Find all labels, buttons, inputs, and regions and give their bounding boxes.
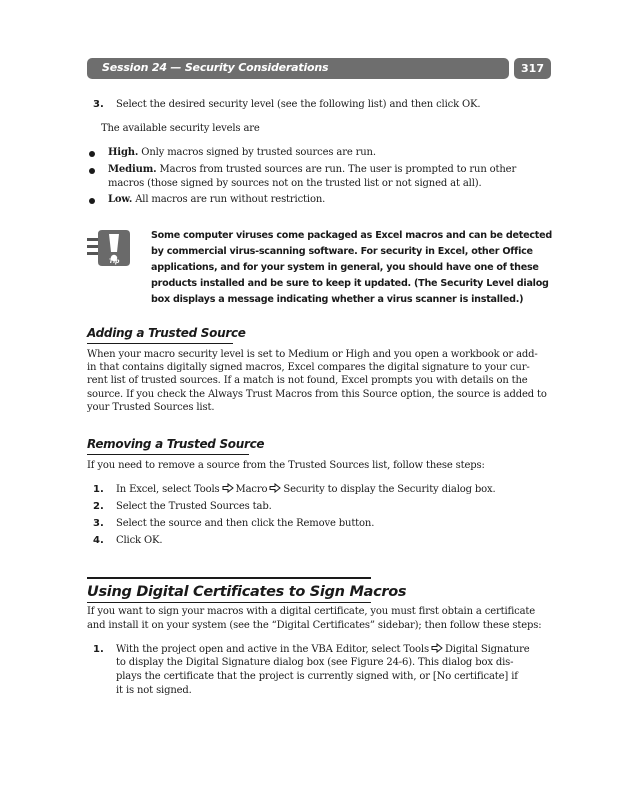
paragraph-line: rent list of trusted sources. If a match is not found, Excel prompts you with details on the	[87, 375, 528, 386]
header-title: Session 24 — Security Considerations	[102, 61, 329, 74]
step-text: In Excel, select Tools Macro Security to display the Security dialog box.	[116, 484, 496, 495]
running-header	[87, 58, 509, 79]
step-text-continuation: to display the Digital Signature dialog box (see Figure 24-6). This dialog box dis-	[116, 657, 514, 668]
level-desc: Only macros signed by trusted sources are run.	[138, 147, 376, 158]
list-item	[108, 146, 376, 160]
heading-rule	[87, 602, 371, 603]
paragraph-line: in that contains digitally signed macros, Excel compares the digital signature to your cur-	[87, 362, 530, 373]
step-number: 3.	[93, 518, 104, 529]
step-text: Select the source and then click the Remove button.	[116, 518, 375, 529]
level-term: High.	[108, 147, 139, 158]
list-item	[108, 163, 516, 177]
step-number: 1.	[93, 484, 104, 495]
tip-line: by commercial virus-scanning software. For security in Excel, other Office	[151, 246, 533, 257]
paragraph-line: If you want to sign your macros with a digital certificate, you must first obtain a certificate	[87, 606, 536, 617]
menu-arrow-icon	[269, 483, 281, 493]
bullet	[89, 151, 95, 157]
step-number: 3.	[93, 99, 104, 110]
step-text: With the project open and active in the VBA Editor, select Tools Digital Signature	[116, 644, 530, 655]
step-number: 2.	[93, 501, 104, 512]
paragraph-line: source. If you check the Always Trust Macros from this Source option, the source is added to	[87, 389, 547, 400]
tip-icon	[86, 228, 136, 270]
tip-label: Tip	[109, 258, 120, 265]
menu-arrow-icon	[431, 643, 443, 653]
paragraph-line: and install it on your system (see the “Digital Certificates” sidebar); then follow these steps:	[87, 620, 542, 631]
step-text-continuation: plays the certificate that the project is currently signed with, or [No certificate] if	[116, 671, 518, 682]
tip-line: Some computer viruses come packaged as Excel macros and can be detected	[151, 230, 552, 241]
bullet	[89, 168, 95, 174]
paragraph-line: your Trusted Sources list.	[87, 402, 215, 413]
tip-line: box displays a message indicating whether a virus scanner is installed.)	[151, 294, 524, 305]
heading-top-rule	[87, 577, 371, 579]
level-term: Medium.	[108, 164, 157, 175]
step-number: 4.	[93, 535, 104, 546]
step-text: Select the desired security level (see the following list) and then click OK.	[116, 99, 481, 110]
list-item-continuation: macros (those signed by sources not on the trusted list or not signed at all).	[108, 178, 482, 189]
level-desc: Macros from trusted sources are run. The user is prompted to run other	[156, 164, 517, 175]
removing-intro: If you need to remove a source from the Trusted Sources list, follow these steps:	[87, 460, 485, 471]
heading-rule	[87, 454, 249, 455]
section-heading-adding: Adding a Trusted Source	[87, 326, 246, 340]
bullet	[89, 198, 95, 204]
section-heading-removing: Removing a Trusted Source	[87, 437, 265, 451]
page-number: 317	[514, 58, 551, 79]
step-number: 1.	[93, 644, 104, 655]
section-heading-digital: Using Digital Certificates to Sign Macros	[87, 584, 407, 600]
levels-intro: The available security levels are	[101, 123, 260, 134]
level-desc: All macros are run without restriction.	[132, 194, 326, 205]
heading-rule	[87, 343, 233, 344]
tip-line: applications, and for your system in general, you should have one of these	[151, 262, 539, 273]
menu-arrow-icon	[222, 483, 234, 493]
list-item	[108, 193, 325, 207]
paragraph-line: When your macro security level is set to Medium or High and you open a workbook or add-	[87, 349, 538, 360]
level-term: Low.	[108, 194, 133, 205]
tip-line: products installed and be sure to keep it updated. (The Security Level dialog	[151, 278, 549, 289]
step-text: Click OK.	[116, 535, 163, 546]
step-text: Select the Trusted Sources tab.	[116, 501, 272, 512]
step-text-continuation: it is not signed.	[116, 685, 192, 696]
